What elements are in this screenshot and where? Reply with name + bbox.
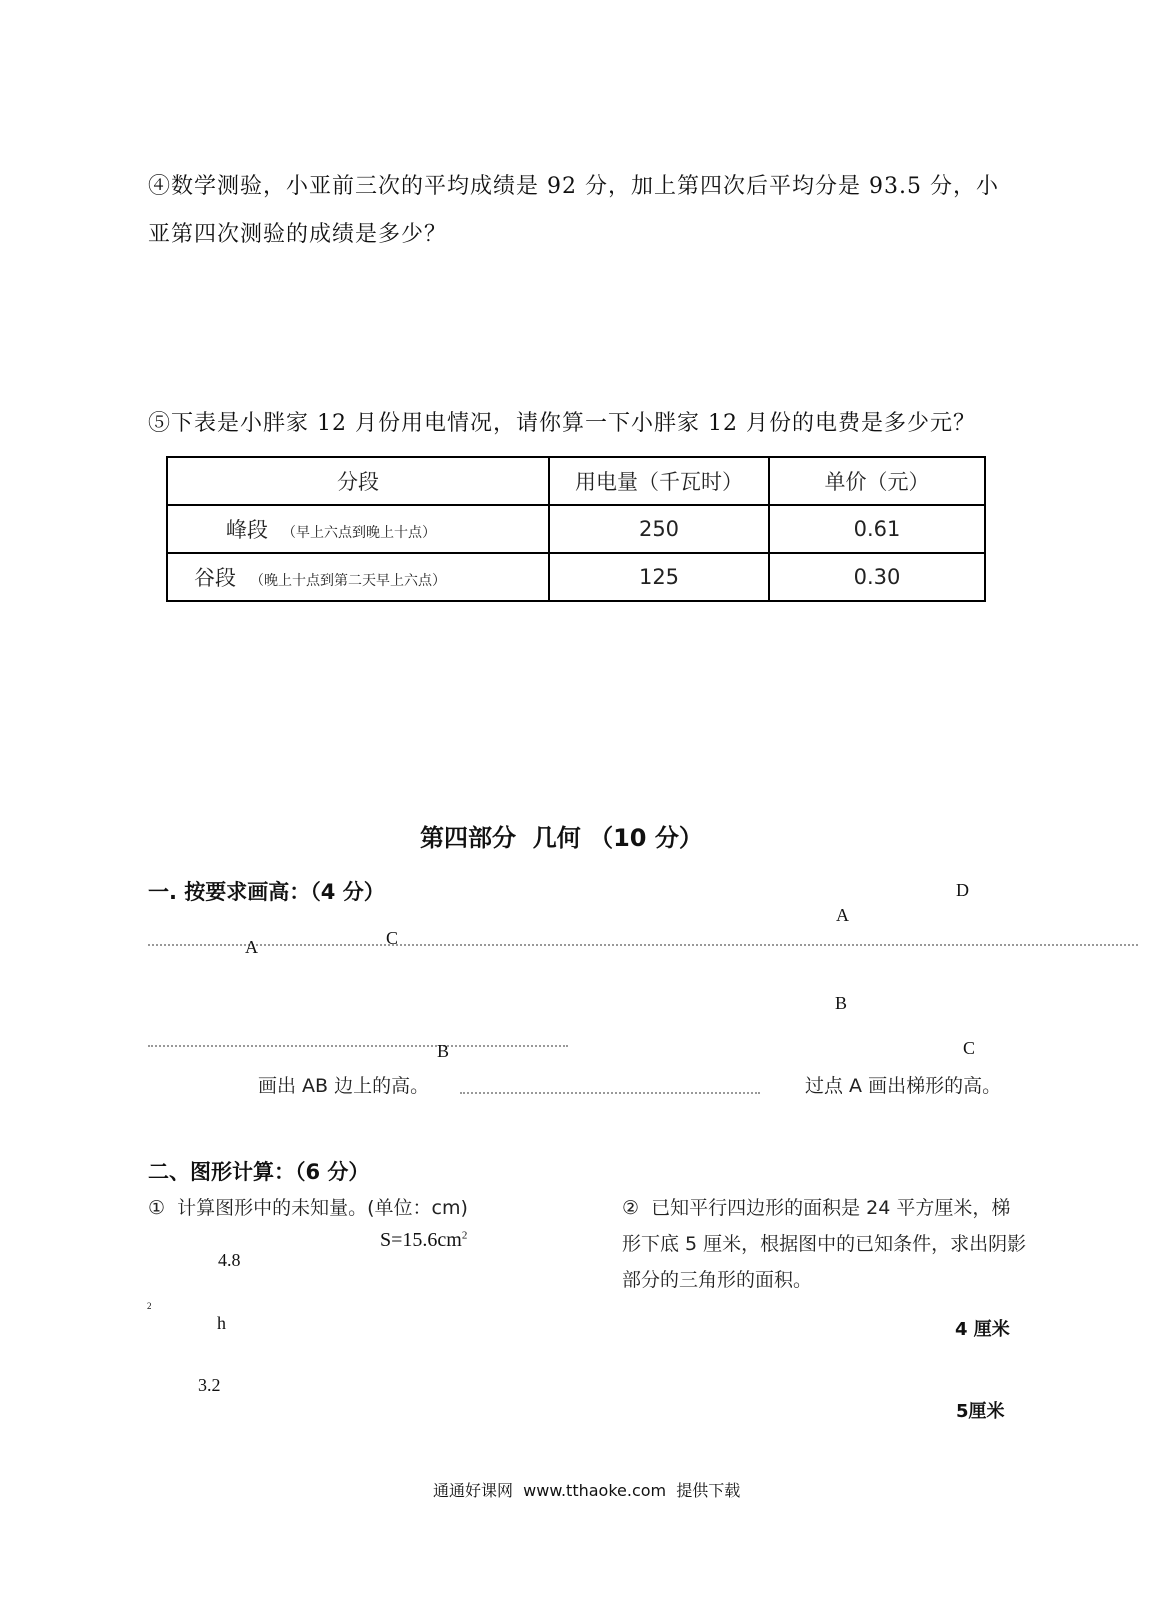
caption-trapezoid: 过点 A 画出梯形的高。 — [805, 1075, 1002, 1097]
part4-title: 第四部分 几何 （10 分） — [420, 824, 703, 852]
tiny-mark: 2 — [147, 1301, 152, 1311]
table-cell-price: 0.61 — [769, 505, 985, 553]
period-note: （晚上十点到第二天早上六点） — [250, 573, 446, 589]
dotted-line — [148, 1045, 568, 1047]
period-name: 峰段 — [226, 518, 268, 542]
problem1-text: ① 计算图形中的未知量。(单位：cm) — [148, 1197, 468, 1219]
question-4-line2: 亚第四次测验的成绩是多少？ — [148, 222, 448, 247]
triangle-abc — [272, 917, 447, 1035]
area-exponent: 2 — [461, 1229, 468, 1242]
table-cell-usage: 125 — [549, 553, 769, 601]
right-angle-mark — [203, 1345, 222, 1363]
triangle-label-a: A — [245, 937, 258, 957]
trapezoid-label-b: B — [835, 993, 848, 1013]
area-value: S=15.6cm — [380, 1229, 462, 1251]
question-5-text: ⑤下表是小胖家 12 月份用电情况，请你算一下小胖家 12 月份的电费是多少元？ — [148, 411, 976, 436]
area-label — [380, 1229, 467, 1252]
caption-triangle: 画出 AB 边上的高。 — [258, 1075, 430, 1097]
dotted-line — [148, 944, 1138, 946]
question-4-line1: ④数学测验，小亚前三次的平均成绩是 92 分，加上第四次后平均分是 93.5 分，小 — [148, 174, 999, 199]
section2-title: 二、图形计算：（6 分） — [148, 1160, 370, 1184]
problem2-line1: ② 已知平行四边形的面积是 24 平方厘米，梯 — [622, 1197, 1011, 1219]
footer-text: 通通好课网 www.tthaoke.com 提供下载 — [433, 1481, 741, 1500]
period-note: （早上六点到晚上十点） — [282, 525, 436, 541]
table-header-cell: 用电量（千瓦时） — [549, 457, 769, 505]
table-cell-price: 0.30 — [769, 553, 985, 601]
parallelogram-base-label: 5厘米 — [953, 1397, 1008, 1423]
table-header-cell: 单价（元） — [769, 457, 985, 505]
triangle-label-b: B — [437, 1041, 450, 1061]
trapezoid-label-a: A — [836, 905, 849, 925]
parallelogram-height-label: 4 厘米 — [955, 1319, 1010, 1340]
table-header-cell: 分段 — [167, 457, 549, 505]
trapezoid-abcd — [855, 893, 949, 1052]
trapezoid-shape — [127, 1281, 334, 1363]
period-name: 谷段 — [194, 566, 236, 590]
table-cell-period — [167, 505, 549, 553]
table-cell-usage: 250 — [549, 505, 769, 553]
trapezoid-top-length: 4.8 — [218, 1250, 241, 1270]
table-cell-period — [167, 553, 549, 601]
problem2-line2: 形下底 5 厘米，根据图中的已知条件，求出阴影 — [622, 1233, 1027, 1255]
trapezoid-bottom-length: 3.2 — [198, 1375, 221, 1395]
table-row — [167, 505, 985, 553]
trapezoid-label-d: D — [956, 880, 969, 900]
section1-title: 一. 按要求画高：（4 分） — [148, 880, 385, 904]
problem2-line3: 部分的三角形的面积。 — [622, 1269, 813, 1291]
triangle-label-c: C — [386, 928, 399, 948]
table-row — [167, 553, 985, 601]
dotted-line — [460, 1092, 760, 1094]
table-header-row — [167, 457, 985, 505]
trapezoid-label-c: C — [963, 1038, 976, 1058]
height-label: h — [217, 1313, 226, 1333]
electricity-table — [166, 456, 986, 602]
